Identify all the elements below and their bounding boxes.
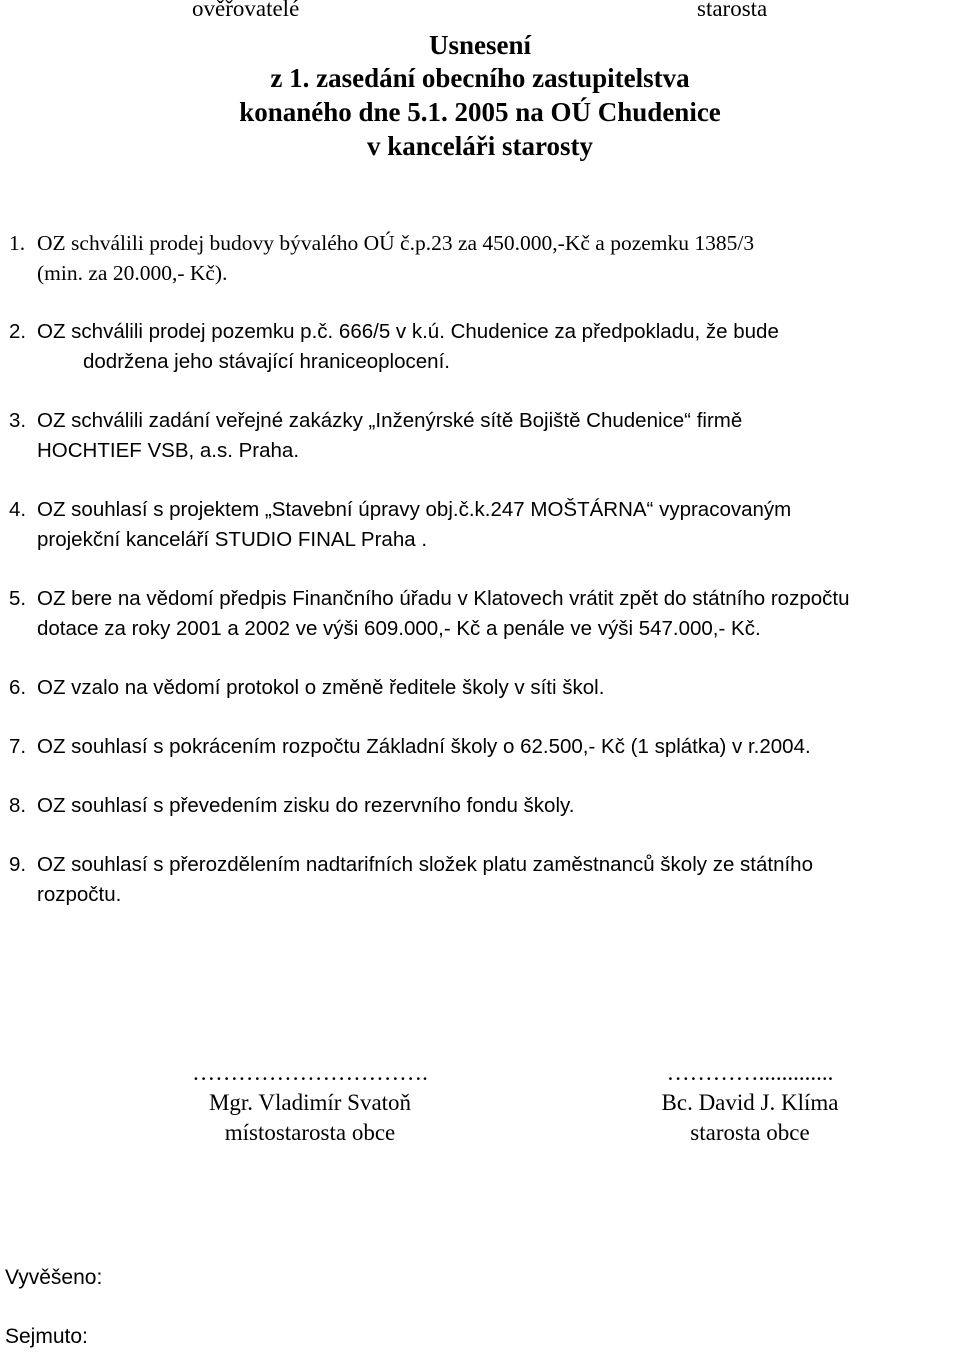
resolution-item-2 <box>9 317 779 377</box>
item-text: OZ souhlasí s přerozdělením nadtarifních složek platu zaměstnanců školy ze státního <box>37 853 813 876</box>
document-subtitle-2: konaného dne 5.1. 2005 na OÚ Chudenice <box>239 97 721 127</box>
item-text: OZ souhlasí s pokrácením rozpočtu Základní školy o 62.500,- Kč (1 splátka) v r.2004. <box>37 735 811 758</box>
item-text-cont: rozpočtu. <box>37 883 122 906</box>
resolution-item-5 <box>9 584 849 644</box>
item-number: 2. <box>9 320 27 343</box>
signature-line: …………............. <box>666 1060 834 1085</box>
item-number: 6. <box>9 676 27 699</box>
item-number: 1. <box>9 231 26 255</box>
item-text-cont: HOCHTIEF VSB, a.s. Praha. <box>37 439 300 462</box>
resolution-item-8 <box>9 791 574 821</box>
verifiers-label: ověřovatelé <box>192 0 300 21</box>
mayor-label: starosta <box>697 0 768 21</box>
item-number: 8. <box>9 794 27 817</box>
item-number: 9. <box>9 853 27 876</box>
item-text: OZ schválili prodej budovy bývalého OÚ č.p.23 za 450.000,-Kč a pozemku 1385/3 <box>37 231 755 255</box>
item-text: OZ souhlasí s projektem „Stavební úpravy obj.č.k.247 MOŠTÁRNA“ vypracovaným <box>37 498 792 521</box>
signature-block-mayor <box>600 1058 900 1148</box>
resolution-item-6 <box>9 673 604 703</box>
resolution-item-4 <box>9 495 791 555</box>
signatory-name: Bc. David J. Klíma <box>661 1090 839 1115</box>
signature-line: …………………………. <box>192 1060 428 1085</box>
item-text: OZ vzalo na vědomí protokol o změně ředitele školy v síti škol. <box>37 676 605 699</box>
item-text-cont: projekční kanceláří STUDIO FINAL Praha . <box>37 528 428 551</box>
signature-block-deputy <box>140 1058 480 1148</box>
item-text-cont: (min. za 20.000,- Kč). <box>37 261 228 285</box>
resolution-item-1 <box>9 228 754 288</box>
item-text: OZ bere na vědomí předpis Finančního úřadu v Klatovech vrátit zpět do státního rozpočtu <box>37 587 850 610</box>
signatory-role: starosta obce <box>690 1120 810 1145</box>
removed-label: Sejmuto: <box>5 1325 88 1348</box>
item-text: OZ schválili zadání veřejné zakázky „Inženýrské sítě Bojiště Chudenice“ firmě <box>37 409 743 432</box>
posted-label: Vyvěšeno: <box>5 1266 103 1289</box>
resolution-item-7 <box>9 732 811 762</box>
item-number: 7. <box>9 735 27 758</box>
document-title: Usnesení <box>428 30 531 60</box>
document-subtitle-1: z 1. zasedání obecního zastupitelstva <box>270 63 690 93</box>
signatory-role: místostarosta obce <box>224 1120 396 1145</box>
item-text-cont: dotace za roky 2001 a 2002 ve výši 609.000,- Kč a penále ve výši 547.000,- Kč. <box>37 617 761 640</box>
item-text: OZ souhlasí s převedením zisku do rezervního fondu školy. <box>37 794 575 817</box>
item-text-cont: dodržena jeho stávající hraniceoplocení. <box>83 350 450 373</box>
item-number: 3. <box>9 409 27 432</box>
item-number: 4. <box>9 498 27 521</box>
resolution-item-3 <box>9 406 742 466</box>
document-subtitle-3: v kanceláři starosty <box>367 131 593 161</box>
item-text: OZ schválili prodej pozemku p.č. 666/5 v k.ú. Chudenice za předpokladu, že bude <box>37 320 779 343</box>
resolution-item-9 <box>9 850 813 910</box>
item-number: 5. <box>9 587 27 610</box>
signatory-name: Mgr. Vladimír Svatoň <box>208 1090 412 1115</box>
